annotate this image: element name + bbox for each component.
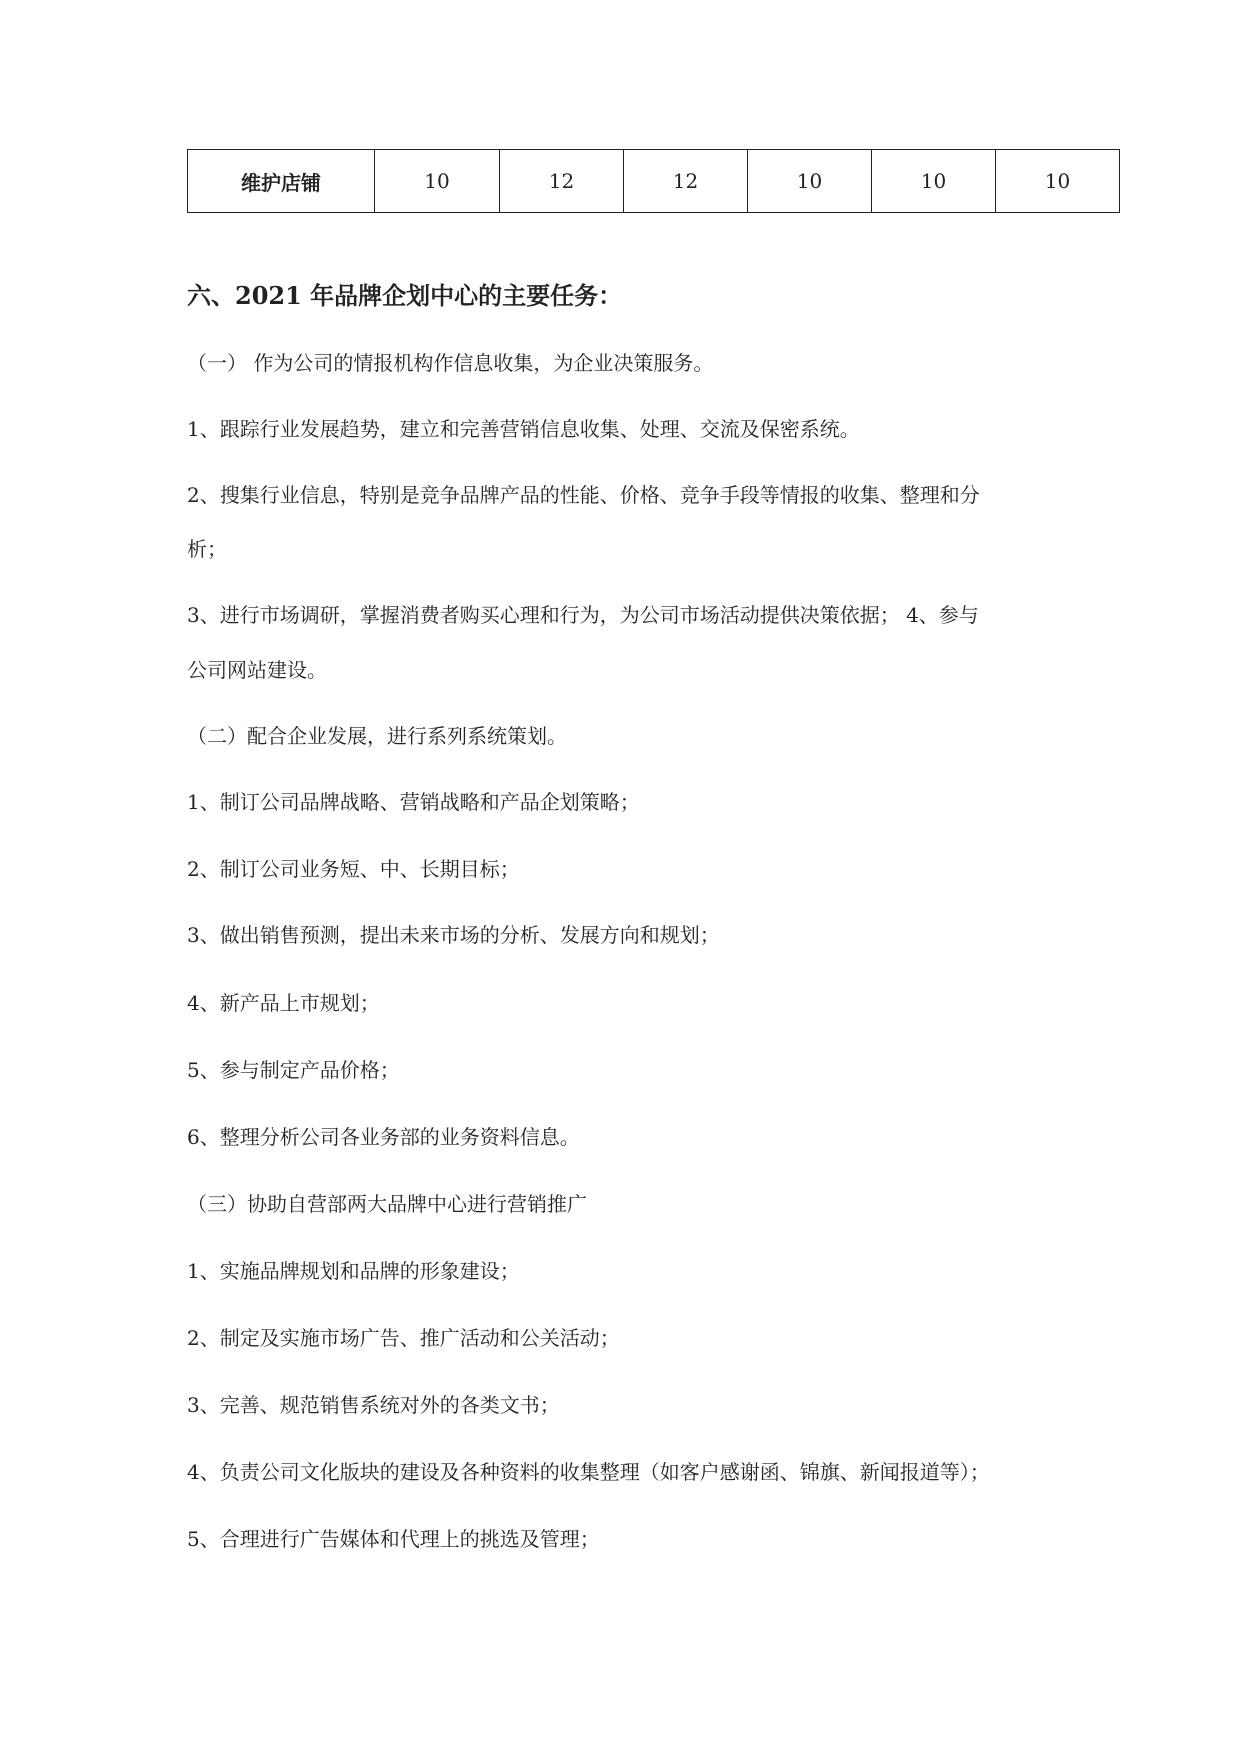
paragraph-line: 4、新产品上市规划； — [187, 991, 380, 1015]
paragraph-line: 1、跟踪行业发展趋势，建立和完善营销信息收集、处理、交流及保密系统。 — [187, 417, 860, 441]
table-cell: 10 — [996, 150, 1120, 213]
table-cell: 10 — [375, 150, 500, 213]
row-label: 维护店铺 — [188, 150, 375, 213]
table-cell: 10 — [748, 150, 872, 213]
stats-table — [187, 149, 1120, 213]
paragraph-line: 公司网站建设。 — [187, 658, 327, 682]
table-cell: 12 — [624, 150, 748, 213]
paragraph-line: 1、实施品牌规划和品牌的形象建设； — [187, 1259, 520, 1283]
table-cell: 12 — [500, 150, 624, 213]
paragraph-line: 2、制定及实施市场广告、推广活动和公关活动； — [187, 1326, 620, 1350]
table-cell: 10 — [872, 150, 996, 213]
paragraph-line: 5、参与制定产品价格； — [187, 1058, 400, 1082]
paragraph-line: 析； — [187, 537, 227, 561]
paragraph-line: 2、制订公司业务短、中、长期目标； — [187, 857, 520, 881]
paragraph-line: 3、完善、规范销售系统对外的各类文书； — [187, 1393, 560, 1417]
paragraph-line: （二）配合企业发展，进行系列系统策划。 — [187, 724, 567, 748]
paragraph-line: 3、进行市场调研，掌握消费者购买心理和行为，为公司市场活动提供决策依据； 4、参与 — [187, 603, 979, 627]
paragraph-line: 4、负责公司文化版块的建设及各种资料的收集整理（如客户感谢函、锦旗、新闻报道等）； — [187, 1460, 990, 1484]
section-heading: 六、2021 年品牌企划中心的主要任务： — [187, 281, 623, 310]
table-row — [188, 150, 1120, 213]
paragraph-line: （一） 作为公司的情报机构作信息收集，为企业决策服务。 — [187, 351, 714, 375]
paragraph-line: 3、做出销售预测，提出未来市场的分析、发展方向和规划； — [187, 923, 720, 947]
paragraph-line: 2、搜集行业信息，特别是竞争品牌产品的性能、价格、竞争手段等情报的收集、整理和分 — [187, 483, 980, 507]
paragraph-line: 5、合理进行广告媒体和代理上的挑选及管理； — [187, 1527, 600, 1551]
paragraph-line: （三）协助自营部两大品牌中心进行营销推广 — [187, 1192, 587, 1216]
paragraph-line: 6、整理分析公司各业务部的业务资料信息。 — [187, 1125, 580, 1149]
paragraph-line: 1、制订公司品牌战略、营销战略和产品企划策略； — [187, 790, 640, 814]
